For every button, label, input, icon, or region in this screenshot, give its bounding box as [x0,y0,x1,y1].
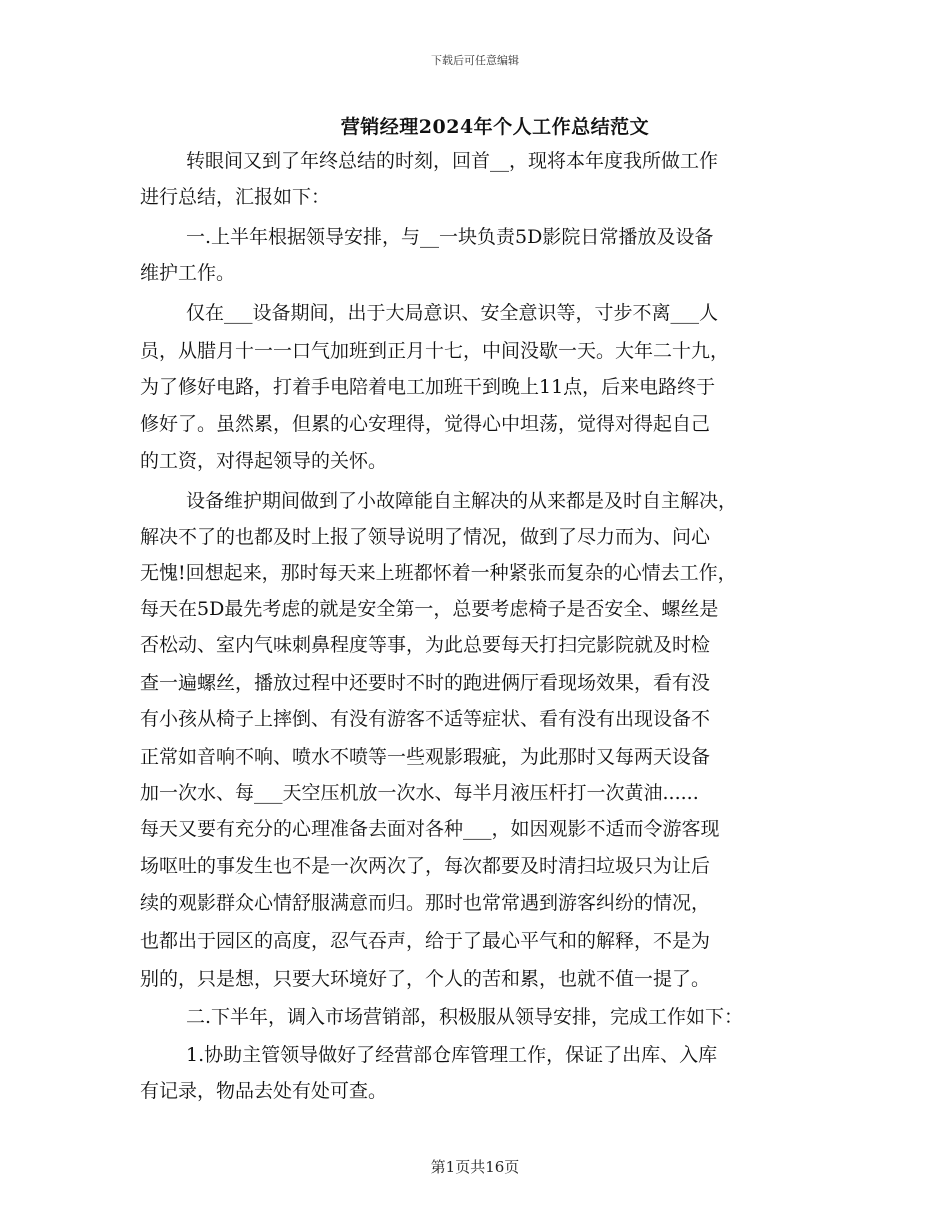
body-line: 也都出于园区的高度，忍气吞声，给于了最心平气和的解释，不是为 [140,930,711,952]
body-line: 场呕吐的事发生也不是一次两次了，每次都要及时清扫垃圾只为让后 [140,855,711,877]
body-line: 一.上半年根据领导安排，与__一块负责5D影院日常播放及设备 [186,226,714,248]
body-line: 解决不了的也都及时上报了领导说明了情况，做到了尽力而为、问心 [140,526,711,548]
body-line: 进行总结，汇报如下： [140,186,331,208]
body-line: 员，从腊月十一一口气加班到正月十七，中间没歇一天。大年二十九， [140,340,730,362]
body-line: 维护工作。 [140,262,236,284]
body-line: 加一次水、每___天空压机放一次水、每半月液压杆打一次黄油...... [140,782,699,804]
page-footer: 第1页共16页 [430,1158,520,1176]
body-line: 修好了。虽然累，但累的心安理得，觉得心中坦荡，觉得对得起自己 [140,413,711,435]
body-line: 二.下半年，调入市场营销部，积极服从领导安排，完成工作如下： [186,1006,744,1028]
body-line: 转眼间又到了年终总结的时刻，回首__，现将本年度我所做工作 [186,150,719,172]
body-line: 无愧!回想起来，那时每天来上班都怀着一种紧张而复杂的心情去工作， [140,562,737,584]
body-line: 别的，只是想，只要大环境好了，个人的苦和累，也就不值一提了。 [140,968,711,990]
body-line: 仅在___设备期间，出于大局意识、安全意识等，寸步不离___人 [186,302,719,324]
body-line: 有小孩从椅子上摔倒、有没有游客不适等症状、看有没有出现设备不 [140,708,711,730]
body-line: 为了修好电路，打着手电陪着电工加班干到晚上11点，后来电路终于 [140,376,716,398]
body-line: 设备维护期间做到了小故障能自主解决的从来都是及时自主解决， [186,490,738,512]
body-line: 的工资，对得起领导的关怀。 [140,450,388,472]
document-title: 营销经理2024年个人工作总结范文 [340,116,650,138]
body-line: 每天在5D最先考虑的就是安全第一，总要考虑椅子是否安全、螺丝是 [140,598,719,620]
body-line: 查一遍螺丝，播放过程中还要时不时的跑进俩厅看现场效果，看有没 [140,672,711,694]
body-line: 续的观影群众心情舒服满意而归。那时也常常遇到游客纠纷的情况， [140,892,711,914]
body-line: 1.协助主管领导做好了经营部仓库管理工作，保证了出库、入库 [186,1044,718,1066]
body-line: 正常如音响不响、喷水不喷等一些观影瑕疵，为此那时又每两天设备 [140,746,711,768]
body-line: 每天又要有充分的心理准备去面对各种___，如因观影不适而令游客现 [140,818,720,840]
body-line: 有记录，物品去处有处可查。 [140,1080,388,1102]
body-line: 否松动、室内气味刺鼻程度等事，为此总要每天打扫完影院就及时检 [140,634,711,656]
header-note: 下载后可任意编辑 [431,54,519,67]
